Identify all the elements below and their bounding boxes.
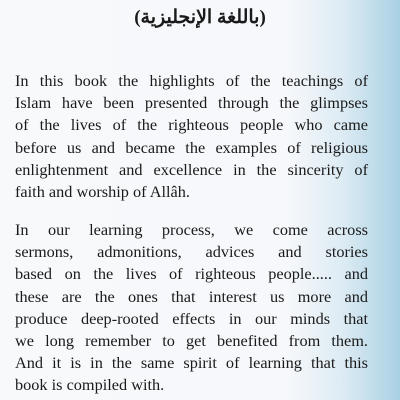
text-line: And it is in the same spirit of learning that this: [15, 353, 368, 373]
text-line: faith and worship of Allâh.: [15, 182, 190, 202]
paragraph-1: [15, 70, 368, 203]
paragraph-2: [15, 219, 368, 397]
text-line: before us and became the examples of religious: [15, 137, 368, 157]
text-line: these are the ones that interest us more and: [15, 286, 368, 306]
text-line: In this book the highlights of the teachings of: [15, 71, 368, 90]
text-line: produce deep-rooted effects in our minds that: [15, 308, 368, 328]
text-line: of the lives of the righteous people who came: [15, 115, 368, 135]
text-line: Islam have been presented through the glimpses: [15, 93, 368, 113]
text-line: based on the lives of righteous people..... and: [15, 264, 368, 284]
text-line: book is compiled with.: [15, 375, 165, 395]
text-line: enlightenment and excellence in the sincerity of: [15, 159, 368, 179]
text-line: sermons, admonitions, advices and stories: [15, 242, 368, 262]
arabic-heading: (باللغة الإنجليزية): [134, 7, 266, 28]
text-line: we long remember to get benefited from them.: [15, 331, 368, 351]
text-line: In our learning process, we come across: [15, 220, 368, 239]
